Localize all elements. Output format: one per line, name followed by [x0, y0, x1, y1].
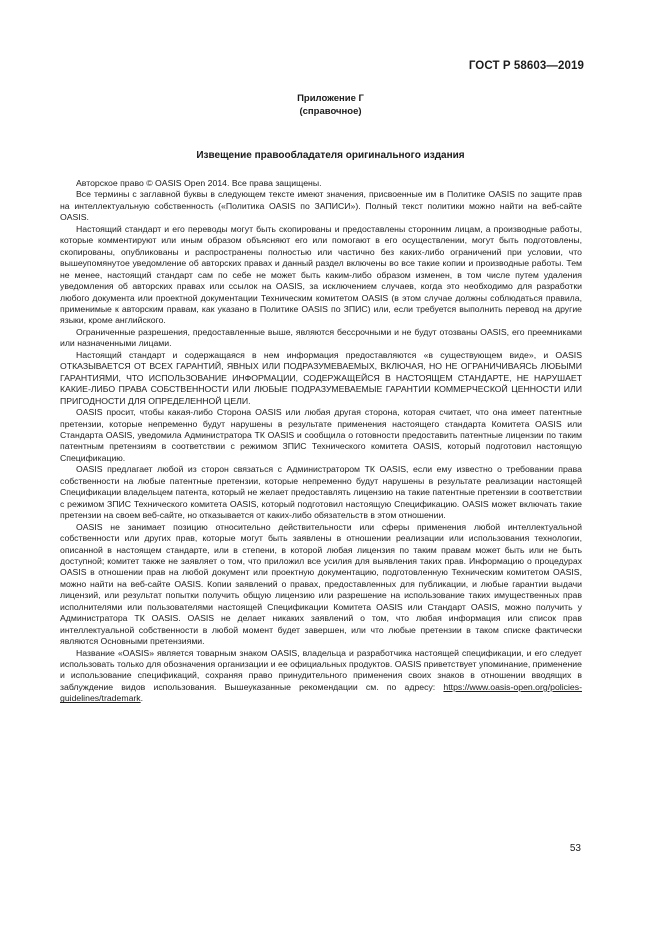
- paragraph-ipr-position: OASIS не занимает позицию относительно действительности или сферы применения любой интеллектуальной собственности или других прав, которые могут быть заявлены в отношении реализации или использования технологии, описанной в настоящем стандарте, или в степени, в которой любая лицензия по таким правам может быть или не быть доступной; комитет также не заявляет о том, что приложил все усилия для выявления таких прав. Информацию о процедурах OASIS в отношении прав на любой документ или проектную документацию, подготовленную Техническим комитетом OASIS, можно найти на веб-сайте OASIS. Копии заявлений о правах, предоставленных для публикации, и любые гарантии выдачи лицензий, или результат попытки получить общую лицензию или разрешение на использование таких имущественных прав исполнителями или пользователями настоящей Спецификации Комитета OASIS или Стандарт OASIS, можно получить у Администратора ТК OASIS. OASIS не делает никаких заявлений о том, что любая информация или список прав интеллектуальной собственности в любой момент будет завершен, или что любые претензии в таком списке фактически являются Основными претензиями.: [60, 521, 582, 647]
- paragraph-copyright: Авторское право © OASIS Open 2014. Все права защищены.: [76, 178, 322, 188]
- appendix-note: (справочное): [299, 106, 362, 117]
- paragraph-permissions: Ограниченные разрешения, предоставленные выше, являются бессрочными и не будут отозваны OASIS, его преемниками или назначенными лицами.: [60, 326, 582, 349]
- paragraph-patent-contact: OASIS предлагает любой из сторон связаться с Администратором ТК OASIS, если ему известно о требовании права собственности на любые патентные претензии, которые непременно будут нарушены в результате реализации настоящей Спецификации владельцем патента, который не желает предоставлять лицензию на такие патентные претензии в соответствии с режимом ЗПИС Технического комитета OASIS, который подготовил настоящую Спецификацию. OASIS может включать такие претензии на своем веб-сайте, но отказывается от каких-либо обязательств в этом отношении.: [60, 464, 582, 521]
- trademark-text-end: .: [140, 693, 144, 704]
- paragraph-copying: Настоящий стандарт и его переводы могут быть скопированы и предоставлены сторонним лицам, а производные работы, которые комментируют или иным образом объясняют его или помогают в его осуществлении, могут быть подготовлены, скопированы, опубликованы и распространены полностью или частично без каких-либо ограничений при условии, что вышеупомянутое уведомление об авторских правах и данный раздел включены во все такие копии и производные работы. Тем не менее, настоящий стандарт сам по себе не может быть каким-либо образом изменен, в том числе путем удаления уведомления об авторских правах или ссылок на OASIS, за исключением случаев, когда это необходимо для разработки любого документа или проектной документации Техническим комитетом OASIS (в этом случае должны соблюдаться правила, применимые к авторским правам, как указано в Политике OASIS по ЗПИС) или, если требуется выполнить перевод на другие языки, кроме английского.: [60, 223, 582, 326]
- appendix-heading: [0, 92, 661, 118]
- appendix-label: Приложение Г: [297, 93, 364, 104]
- trademark-text: Название «OASIS» является товарным знаком OASIS, владельца и разработчика настоящей спецификации, и его следует использовать только для обозначения организации и ее официальных продуктов. OASIS приветствует упоминание, применение и использование спецификаций, сохраняя право принудительного применения своих знаков в отношении вводящих в заблуждение видов использования. Вышеуказанные рекомендации см. по адресу:: [60, 647, 582, 692]
- paragraph-patent-request: OASIS просит, чтобы какая-либо Сторона OASIS или любая другая сторона, которая считает, что она имеет патентные претензии, которые непременно будут нарушены в результате применения настоящего стандарта Комитета OASIS или Стандарта OASIS, уведомила Администратора ТК OASIS и сообщила о готовности предоставить патентные лицензии по таким патентным претензиям в соответствии с режимом ЗПИС Технического комитета OASIS, который подготовил настоящую Спецификацию.: [60, 407, 582, 463]
- paragraph-terms: Все термины с заглавной буквы в следующем тексте имеют значения, присвоенные им в Политике OASIS по защите прав на интеллектуальную собственность («Политика OASIS по ЗАПИСИ»). Полный текст политики можно найти на веб-сайте OASIS.: [60, 189, 582, 223]
- trademark-link[interactable]: https://www.oasis-open.org/policies-guidelines/trademark: [60, 681, 582, 704]
- notice-body: [60, 178, 582, 705]
- section-title: Извещение правообладателя оригинального издания: [196, 150, 465, 161]
- paragraph-disclaimer: Настоящий стандарт и содержащаяся в нем информация предоставляются «в существующем виде», и OASIS ОТКАЗЫВАЕТСЯ ОТ ВСЕХ ГАРАНТИЙ, ЯВНЫХ ИЛИ ПОДРАЗУМЕВАЕМЫХ, ВКЛЮЧАЯ, НО НЕ ОГРАНИЧИВАЯСЬ ЛЮБЫМИ ГАРАНТИЯМИ, ЧТО ИСПОЛЬЗОВАНИЕ ИНФОРМАЦИИ, СОДЕРЖАЩЕЙСЯ В НАСТОЯЩЕМ СТАНДАРТЕ, НЕ НАРУШАЕТ КАКИЕ-ЛИБО ПРАВА СОБСТВЕННОСТИ ИЛИ ЛЮБЫЕ ПОДРАЗУМЕВАЕМЫЕ ГАРАНТИИ КОММЕРЧЕСКОЙ ЦЕННОСТИ ИЛИ ПРИГОДНОСТИ ДЛЯ ОПРЕДЕЛЕННОЙ ЦЕЛИ.: [60, 349, 582, 406]
- page-number: 53: [569, 843, 581, 854]
- standard-number: ГОСТ Р 58603—2019: [468, 60, 584, 72]
- paragraph-trademark: [60, 648, 582, 705]
